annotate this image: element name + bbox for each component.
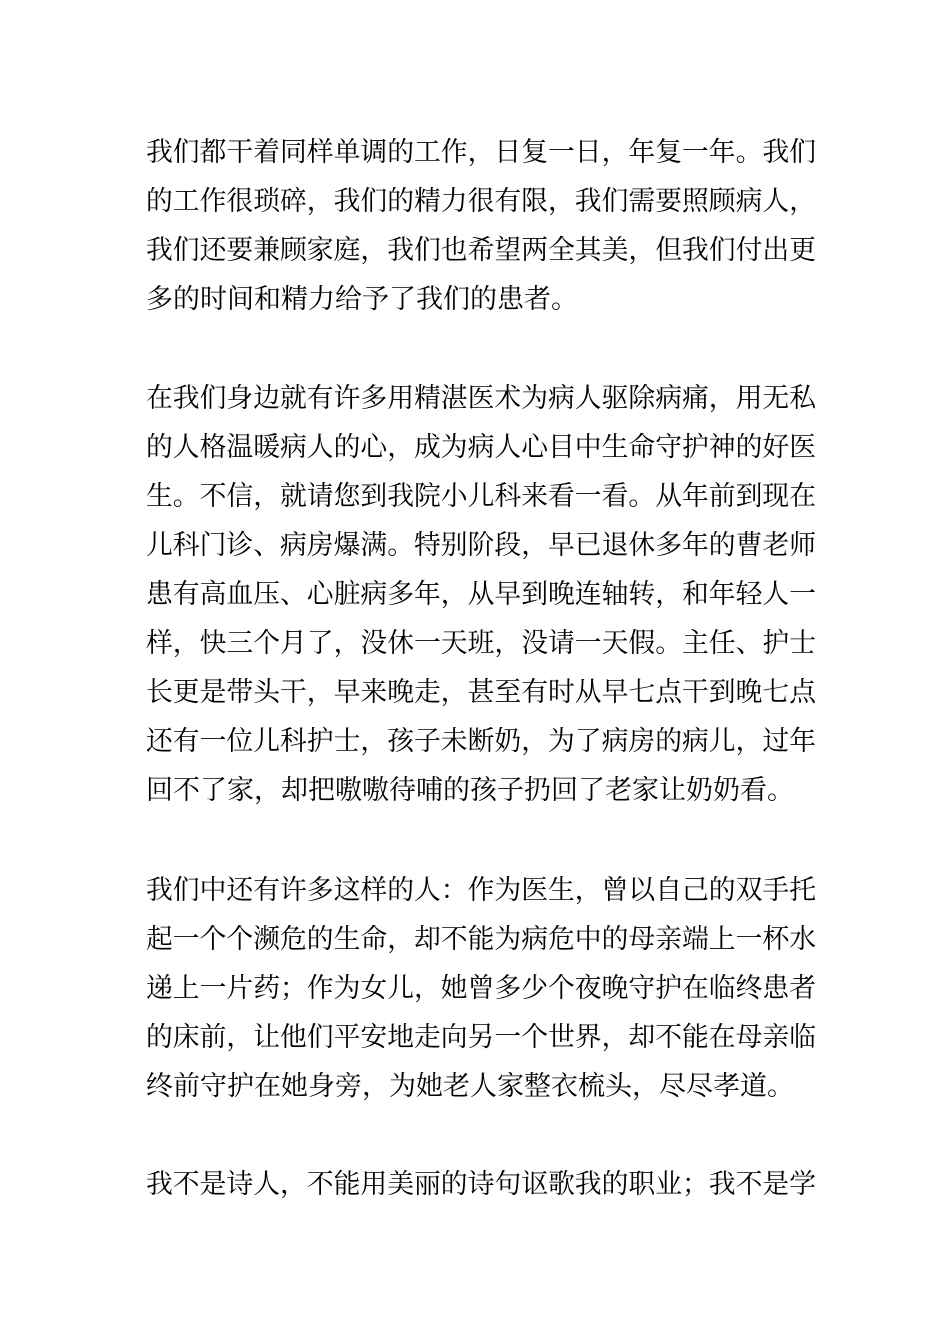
text-line: 我不是诗人，不能用美丽的诗句讴歌我的职业；我不是学 [146,1169,817,1200]
text-line: 我们都干着同样单调的工作，日复一日，年复一年。我们 [146,137,817,168]
text-line: 的人格温暖病人的心，成为病人心目中生命守护神的好医 [146,432,817,463]
text-line: 长更是带头干，早来晚走，甚至有时从早七点干到晚七点 [146,677,817,708]
paragraph-3 [146,866,816,1111]
text-line: 患有高血压、心脏病多年，从早到晚连轴转，和年轻人一 [146,579,817,610]
text-line: 的床前，让他们平安地走向另一个世界，却不能在母亲临 [146,1022,817,1053]
paragraph-2 [146,374,816,815]
text-line: 递上一片药；作为女儿，她曾多少个夜晚守护在临终患者 [146,973,817,1004]
text-line: 样，快三个月了，没休一天班，没请一天假。主任、护士 [146,628,817,659]
text-line: 终前守护在她身旁，为她老人家整衣梳头，尽尽孝道。 [146,1071,794,1102]
text-line: 我们中还有许多这样的人：作为医生，曾以自己的双手托 [146,875,817,906]
paragraph-1 [146,128,816,324]
text-line: 生。不信，就请您到我院小儿科来看一看。从年前到现在 [146,481,817,512]
text-line: 儿科门诊、病房爆满。特别阶段，早已退休多年的曹老师 [146,530,817,561]
text-line: 起一个个濒危的生命，却不能为病危中的母亲端上一杯水 [146,924,817,955]
text-line: 的工作很琐碎，我们的精力很有限，我们需要照顾病人， [146,186,817,217]
text-line: 回不了家，却把嗷嗷待哺的孩子扔回了老家让奶奶看。 [146,775,794,806]
text-line: 多的时间和精力给予了我们的患者。 [146,284,578,315]
text-line: 在我们身边就有许多用精湛医术为病人驱除病痛，用无私 [146,383,817,414]
text-line: 我们还要兼顾家庭，我们也希望两全其美，但我们付出更 [146,235,817,266]
paragraph-4 [146,1160,816,1209]
text-line: 还有一位儿科护士，孩子未断奶，为了病房的病儿，过年 [146,726,817,757]
